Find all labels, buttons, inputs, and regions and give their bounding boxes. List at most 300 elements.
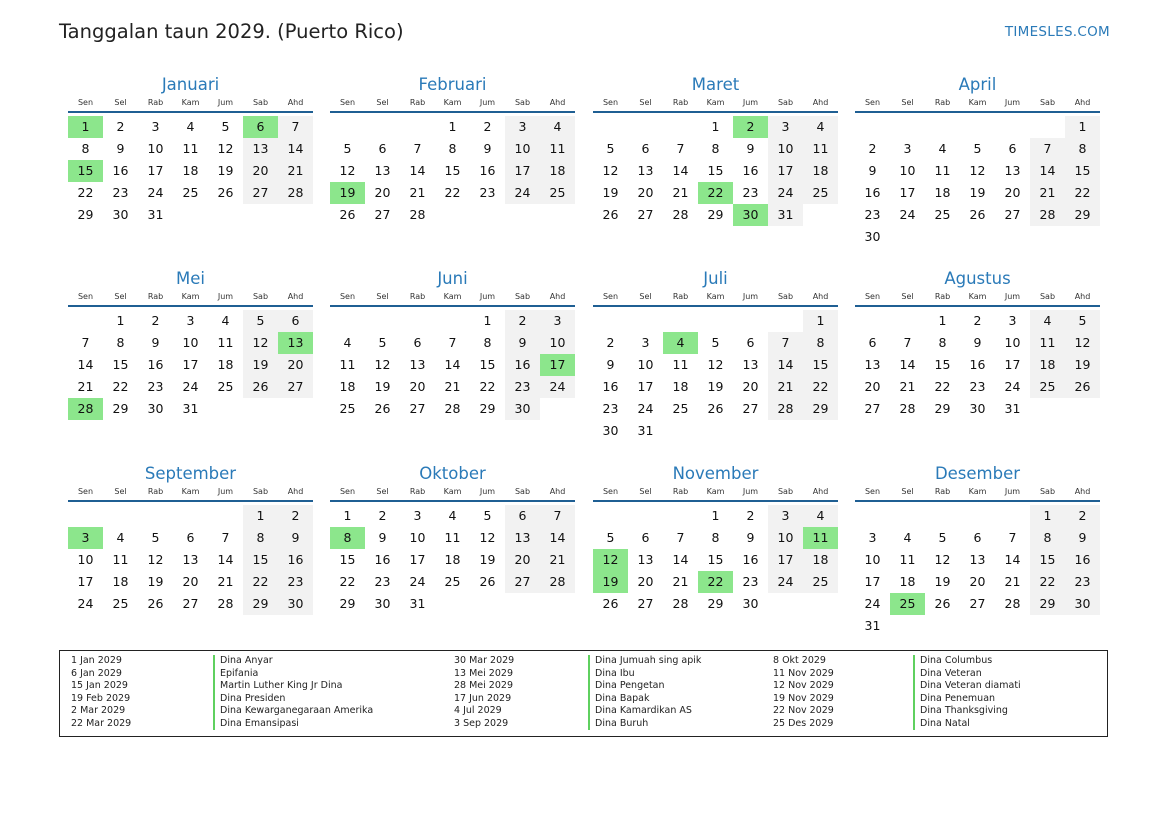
day-cell: 29 <box>707 207 724 222</box>
day-cell: 24 <box>864 596 881 611</box>
day-cell: 13 <box>637 163 654 178</box>
day-cell: 4 <box>448 508 457 523</box>
weekday-label: Jum <box>1004 98 1021 107</box>
day-cell: 23 <box>1065 571 1100 593</box>
day-cell: 14 <box>217 552 234 567</box>
weekday-label: Ahd <box>812 487 829 496</box>
weekday-label: Sab <box>777 487 794 496</box>
day-cell: 15 <box>243 549 278 571</box>
header-divider <box>593 111 838 113</box>
weekday-label: Kam <box>968 487 987 496</box>
day-cell: 17 <box>768 160 803 182</box>
holiday-name: Dina Presiden <box>213 693 373 706</box>
day-cell: 3 <box>868 530 877 545</box>
site-logo-text[interactable]: TIMESLES.COM <box>1004 24 1110 40</box>
day-grid <box>68 310 313 420</box>
empty-cell <box>593 116 628 138</box>
day-cell: 3 <box>186 313 195 328</box>
day-cell: 24 <box>768 571 803 593</box>
weekday-label: Sen <box>602 98 619 107</box>
empty-cell <box>400 116 435 138</box>
day-cell: 6 <box>186 530 195 545</box>
day-cell: 14 <box>768 354 803 376</box>
holiday-day-cell: 22 <box>698 182 733 204</box>
day-grid <box>855 505 1100 637</box>
day-cell: 14 <box>672 552 689 567</box>
day-cell: 27 <box>637 596 654 611</box>
day-cell: 19 <box>707 379 724 394</box>
weekday-label: Kam <box>968 98 987 107</box>
day-cell: 3 <box>540 310 575 332</box>
day-cell: 15 <box>339 552 356 567</box>
header-divider <box>330 500 575 502</box>
holiday-name: Dina Buruh <box>588 718 701 731</box>
day-cell: 27 <box>278 376 313 398</box>
holiday-name: Martin Luther King Jr Dina <box>213 680 373 693</box>
day-cell: 24 <box>768 182 803 204</box>
day-cell: 3 <box>641 335 650 350</box>
day-cell: 7 <box>448 335 457 350</box>
empty-cell <box>628 310 663 332</box>
day-cell: 28 <box>899 401 916 416</box>
holiday-day-cell: 12 <box>593 549 628 571</box>
holiday-day-cell: 13 <box>278 332 313 354</box>
day-cell: 18 <box>934 185 951 200</box>
day-grid <box>330 310 575 420</box>
day-grid <box>593 310 838 442</box>
day-cell: 31 <box>637 423 654 438</box>
month-name: September <box>144 464 237 483</box>
holiday-date: 22 Mar 2029 <box>71 717 132 729</box>
day-cell: 18 <box>672 379 689 394</box>
day-cell: 21 <box>672 185 689 200</box>
weekday-header <box>330 485 575 499</box>
holiday-list <box>59 650 1108 737</box>
empty-cell <box>733 310 768 332</box>
day-cell: 30 <box>278 593 313 615</box>
holiday-day-cell: 19 <box>330 182 365 204</box>
day-cell: 6 <box>973 530 982 545</box>
empty-cell <box>365 310 400 332</box>
month-name: April <box>958 75 997 94</box>
day-cell: 27 <box>374 207 391 222</box>
weekday-label: Jum <box>1004 292 1021 301</box>
weekday-label: Sen <box>339 487 356 496</box>
day-cell: 28 <box>672 596 689 611</box>
day-cell: 6 <box>413 335 422 350</box>
day-cell: 9 <box>378 530 387 545</box>
weekday-label: Sel <box>639 292 652 301</box>
weekday-label: Rab <box>147 292 164 301</box>
day-cell: 6 <box>641 141 650 156</box>
weekday-label: Sab <box>1039 487 1056 496</box>
day-cell: 15 <box>707 163 724 178</box>
day-cell: 24 <box>899 207 916 222</box>
weekday-label: Ahd <box>1074 292 1091 301</box>
empty-cell <box>330 310 365 332</box>
day-grid <box>68 505 313 615</box>
day-cell: 4 <box>938 141 947 156</box>
weekday-label: Ahd <box>287 292 304 301</box>
day-cell: 22 <box>339 574 356 589</box>
holiday-date: 6 Jan 2029 <box>71 667 122 679</box>
day-cell: 25 <box>1030 376 1065 398</box>
day-cell: 3 <box>903 141 912 156</box>
day-cell: 30 <box>374 596 391 611</box>
day-cell: 30 <box>1065 593 1100 615</box>
header-divider <box>855 111 1100 113</box>
day-cell: 2 <box>606 335 615 350</box>
day-cell: 4 <box>186 119 195 134</box>
day-cell: 20 <box>278 354 313 376</box>
day-cell: 25 <box>217 379 234 394</box>
holiday-day-cell: 30 <box>733 204 768 226</box>
month-name: Maret <box>691 75 740 94</box>
header-divider <box>855 500 1100 502</box>
day-cell: 2 <box>746 508 755 523</box>
weekday-label: Ahd <box>549 98 566 107</box>
day-cell: 24 <box>505 182 540 204</box>
weekday-label: Ahd <box>1074 98 1091 107</box>
day-cell: 14 <box>444 357 461 372</box>
day-cell: 21 <box>672 574 689 589</box>
day-cell: 26 <box>602 596 619 611</box>
day-cell: 4 <box>221 313 230 328</box>
day-cell: 13 <box>505 527 540 549</box>
day-cell: 28 <box>217 596 234 611</box>
day-cell: 29 <box>707 596 724 611</box>
day-cell: 25 <box>182 185 199 200</box>
weekday-header <box>68 96 313 110</box>
day-cell: 9 <box>868 163 877 178</box>
day-cell: 23 <box>278 571 313 593</box>
day-cell: 24 <box>147 185 164 200</box>
day-cell: 31 <box>1004 401 1021 416</box>
day-cell: 29 <box>1065 204 1100 226</box>
day-cell: 10 <box>409 530 426 545</box>
empty-cell <box>628 505 663 527</box>
holiday-day-cell: 6 <box>243 116 278 138</box>
month-april <box>855 74 1100 248</box>
day-cell: 18 <box>217 357 234 372</box>
day-cell: 10 <box>864 552 881 567</box>
day-cell: 31 <box>147 207 164 222</box>
month-september <box>68 463 313 615</box>
day-cell: 21 <box>1030 182 1065 204</box>
day-cell: 19 <box>934 574 951 589</box>
holiday-date: 12 Nov 2029 <box>773 680 834 691</box>
empty-cell <box>400 310 435 332</box>
day-cell: 9 <box>483 141 492 156</box>
day-cell: 19 <box>479 552 496 567</box>
empty-cell <box>435 310 470 332</box>
empty-cell <box>208 505 243 527</box>
day-cell: 13 <box>243 138 278 160</box>
holiday-day-cell: 25 <box>890 593 925 615</box>
day-cell: 9 <box>606 357 615 372</box>
day-cell: 12 <box>339 163 356 178</box>
day-cell: 29 <box>803 398 838 420</box>
day-cell: 7 <box>676 141 685 156</box>
day-grid <box>330 116 575 226</box>
month-agustus <box>855 268 1100 420</box>
day-cell: 7 <box>81 335 90 350</box>
empty-cell <box>768 310 803 332</box>
day-cell: 25 <box>540 182 575 204</box>
weekday-label: Sel <box>901 98 914 107</box>
day-cell: 28 <box>1030 204 1065 226</box>
day-cell: 12 <box>934 552 951 567</box>
day-cell: 6 <box>1008 141 1017 156</box>
empty-cell <box>855 310 890 332</box>
empty-cell <box>663 310 698 332</box>
day-cell: 11 <box>217 335 234 350</box>
day-cell: 16 <box>479 163 496 178</box>
day-cell: 27 <box>243 182 278 204</box>
holiday-name: Dina Pengetan <box>588 680 701 693</box>
month-name: Agustus <box>944 269 1011 288</box>
holiday-day-cell: 3 <box>68 527 103 549</box>
day-cell: 18 <box>444 552 461 567</box>
day-cell: 30 <box>969 401 986 416</box>
month-name: Oktober <box>419 464 486 483</box>
holiday-name: Dina Bapak <box>588 693 701 706</box>
day-cell: 25 <box>803 571 838 593</box>
weekday-label: Ahd <box>287 98 304 107</box>
day-cell: 10 <box>540 332 575 354</box>
holiday-name: Dina Emansipasi <box>213 718 373 731</box>
day-cell: 21 <box>444 379 461 394</box>
day-cell: 2 <box>1065 505 1100 527</box>
empty-cell <box>960 116 995 138</box>
weekday-label: Sel <box>114 292 127 301</box>
header-divider <box>68 111 313 113</box>
day-cell: 7 <box>413 141 422 156</box>
day-cell: 22 <box>1065 182 1100 204</box>
day-cell: 5 <box>606 530 615 545</box>
day-cell: 25 <box>339 401 356 416</box>
weekday-label: Ahd <box>549 292 566 301</box>
day-cell: 24 <box>77 596 94 611</box>
weekday-label: Sab <box>252 487 269 496</box>
day-cell: 16 <box>505 354 540 376</box>
day-cell: 30 <box>112 207 129 222</box>
day-cell: 15 <box>934 357 951 372</box>
empty-cell <box>890 505 925 527</box>
day-cell: 20 <box>637 574 654 589</box>
day-cell: 20 <box>409 379 426 394</box>
weekday-label: Sen <box>602 487 619 496</box>
day-cell: 12 <box>1065 332 1100 354</box>
day-cell: 15 <box>1065 160 1100 182</box>
holiday-date: 22 Nov 2029 <box>773 705 834 716</box>
day-cell: 10 <box>637 357 654 372</box>
holiday-date: 28 Mei 2029 <box>454 680 513 691</box>
weekday-label: Jum <box>479 98 496 107</box>
day-cell: 1 <box>243 505 278 527</box>
day-cell: 12 <box>969 163 986 178</box>
day-cell: 14 <box>1004 552 1021 567</box>
day-cell: 29 <box>1030 593 1065 615</box>
empty-cell <box>855 116 890 138</box>
holiday-name: Dina Veteran <box>913 668 1021 681</box>
empty-cell <box>365 116 400 138</box>
weekday-label: Sab <box>1039 98 1056 107</box>
day-cell: 25 <box>803 182 838 204</box>
day-cell: 20 <box>742 379 759 394</box>
day-cell: 16 <box>278 549 313 571</box>
weekday-label: Rab <box>147 487 164 496</box>
day-cell: 27 <box>409 401 426 416</box>
day-cell: 1 <box>938 313 947 328</box>
day-cell: 29 <box>339 596 356 611</box>
day-cell: 5 <box>973 141 982 156</box>
weekday-label: Sab <box>514 98 531 107</box>
weekday-label: Kam <box>706 487 725 496</box>
empty-cell <box>960 505 995 527</box>
day-cell: 25 <box>672 401 689 416</box>
weekday-label: Sel <box>376 292 389 301</box>
weekday-label: Jum <box>217 98 234 107</box>
holiday-name: Epifania <box>213 668 373 681</box>
day-cell: 2 <box>973 313 982 328</box>
month-februari <box>330 74 575 226</box>
day-cell: 19 <box>602 185 619 200</box>
day-cell: 28 <box>768 398 803 420</box>
day-cell: 2 <box>116 119 125 134</box>
weekday-label: Rab <box>147 98 164 107</box>
header-divider <box>330 305 575 307</box>
day-cell: 5 <box>221 119 230 134</box>
day-cell: 8 <box>116 335 125 350</box>
empty-cell <box>995 505 1030 527</box>
day-cell: 1 <box>448 119 457 134</box>
holiday-name: Dina Columbus <box>913 655 1021 668</box>
holiday-date: 15 Jan 2029 <box>71 680 128 691</box>
weekday-label: Kam <box>706 292 725 301</box>
day-cell: 10 <box>1004 335 1021 350</box>
day-cell: 31 <box>864 618 881 633</box>
day-cell: 4 <box>903 530 912 545</box>
day-cell: 22 <box>444 185 461 200</box>
holiday-date: 2 Mar 2029 <box>71 705 126 716</box>
day-cell: 12 <box>374 357 391 372</box>
holiday-day-cell: 1 <box>68 116 103 138</box>
day-cell: 6 <box>378 141 387 156</box>
day-cell: 5 <box>1065 310 1100 332</box>
day-cell: 11 <box>1030 332 1065 354</box>
day-cell: 29 <box>934 401 951 416</box>
day-cell: 16 <box>742 163 759 178</box>
header-divider <box>855 305 1100 307</box>
day-cell: 10 <box>505 138 540 160</box>
day-cell: 27 <box>505 571 540 593</box>
day-cell: 11 <box>444 530 461 545</box>
holiday-name: Dina Anyar <box>213 655 373 668</box>
weekday-label: Sel <box>901 487 914 496</box>
day-cell: 8 <box>448 141 457 156</box>
day-cell: 1 <box>483 313 492 328</box>
day-cell: 5 <box>483 508 492 523</box>
holiday-date: 4 Jul 2029 <box>454 705 502 716</box>
day-cell: 6 <box>505 505 540 527</box>
weekday-label: Rab <box>934 487 951 496</box>
day-cell: 21 <box>77 379 94 394</box>
day-cell: 1 <box>711 119 720 134</box>
day-cell: 16 <box>864 185 881 200</box>
day-cell: 12 <box>707 357 724 372</box>
day-cell: 17 <box>505 160 540 182</box>
holiday-name: Dina Penemuan <box>913 693 1021 706</box>
empty-cell <box>330 116 365 138</box>
day-cell: 16 <box>112 163 129 178</box>
month-juli <box>593 268 838 442</box>
holiday-date-column <box>71 655 131 730</box>
day-cell: 23 <box>147 379 164 394</box>
day-cell: 15 <box>444 163 461 178</box>
day-cell: 30 <box>602 423 619 438</box>
day-cell: 11 <box>182 141 199 156</box>
day-cell: 29 <box>479 401 496 416</box>
weekday-header <box>593 96 838 110</box>
day-cell: 21 <box>768 376 803 398</box>
day-cell: 14 <box>77 357 94 372</box>
day-cell: 20 <box>637 185 654 200</box>
day-cell: 28 <box>540 571 575 593</box>
day-cell: 2 <box>868 141 877 156</box>
day-cell: 8 <box>243 527 278 549</box>
day-cell: 10 <box>768 527 803 549</box>
weekday-label: Sel <box>376 487 389 496</box>
weekday-label: Ahd <box>812 98 829 107</box>
day-cell: 10 <box>77 552 94 567</box>
day-cell: 11 <box>339 357 356 372</box>
day-cell: 10 <box>768 138 803 160</box>
month-mei <box>68 268 313 420</box>
day-cell: 20 <box>182 574 199 589</box>
day-cell: 21 <box>217 574 234 589</box>
weekday-label: Ahd <box>287 487 304 496</box>
holiday-date-column <box>773 655 834 730</box>
weekday-label: Rab <box>934 98 951 107</box>
page-title: Tanggalan taun 2029. (Puerto Rico) <box>59 20 404 43</box>
holiday-day-cell: 28 <box>68 398 103 420</box>
weekday-label: Sen <box>77 292 94 301</box>
day-cell: 8 <box>711 141 720 156</box>
day-cell: 6 <box>278 310 313 332</box>
day-cell: 20 <box>243 160 278 182</box>
day-cell: 14 <box>540 527 575 549</box>
day-cell: 1 <box>803 310 838 332</box>
day-cell: 31 <box>768 204 803 226</box>
day-cell: 26 <box>243 376 278 398</box>
weekday-label: Jum <box>217 487 234 496</box>
weekday-label: Jum <box>742 292 759 301</box>
empty-cell <box>173 505 208 527</box>
day-cell: 3 <box>505 116 540 138</box>
weekday-label: Sen <box>77 98 94 107</box>
holiday-name: Dina Jumuah sing apik <box>588 655 701 668</box>
day-cell: 20 <box>969 574 986 589</box>
header-divider <box>593 500 838 502</box>
day-grid <box>855 310 1100 420</box>
day-cell: 6 <box>746 335 755 350</box>
day-cell: 7 <box>676 530 685 545</box>
weekday-label: Ahd <box>549 487 566 496</box>
day-cell: 23 <box>742 574 759 589</box>
month-oktober <box>330 463 575 615</box>
day-cell: 5 <box>711 335 720 350</box>
